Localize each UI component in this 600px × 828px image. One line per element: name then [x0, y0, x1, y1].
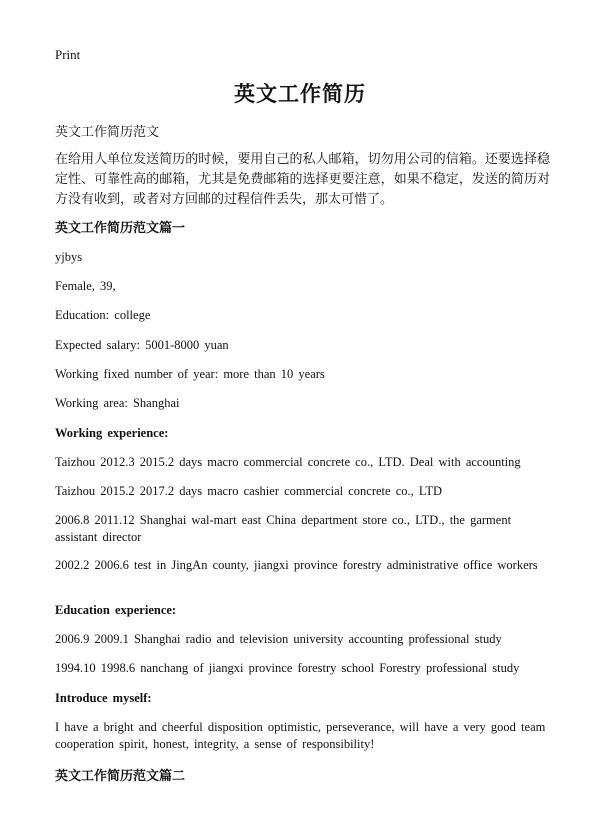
self-intro-heading: Introduce myself:: [55, 691, 152, 705]
section1-heading: 英文工作简历范文篇一: [55, 221, 186, 236]
edu-item: 2006.9 2009.1 Shanghai radio and television university accounting professional study: [55, 632, 502, 646]
work-heading: Working experience:: [55, 426, 169, 440]
resume-area: Working area: Shanghai: [55, 396, 180, 410]
edu-item: 1994.10 1998.6 nanchang of jiangxi province forestry school Forestry professional study: [55, 661, 520, 675]
print-link[interactable]: Print: [55, 47, 81, 62]
resume-education: Education: college: [55, 308, 151, 322]
resume-salary: Expected salary: 5001-8000 yuan: [55, 338, 229, 352]
self-intro-text: I have a bright and cheerful disposition optimistic, perseverance, will have a very good team cooperation spirit, honest, integrity, a sense of responsibility!: [55, 720, 546, 751]
work-item: Taizhou 2012.3 2015.2 days macro commercial concrete co., LTD. Deal with accounting: [55, 455, 521, 469]
work-item: Taizhou 2015.2 2017.2 days macro cashier commercial concrete co., LTD: [55, 484, 443, 498]
resume-gender-age: Female, 39,: [55, 279, 116, 293]
resume-name: yjbys: [55, 250, 83, 264]
page-title: 英文工作简历: [234, 82, 366, 106]
work-item: 2006.8 2011.12 Shanghai wal-mart east China department store co., LTD., the garment assistant director: [55, 513, 512, 544]
subtitle: 英文工作简历范文: [55, 125, 160, 140]
edu-heading: Education experience:: [55, 603, 177, 617]
intro-paragraph: 在给用人单位发送简历的时候，要用自己的私人邮箱，切勿用公司的信箱。还要选择稳定性、可靠性高的邮箱，尤其是免费邮箱的选择更要注意，如果不稳定，发送的简历对方没有收到，或者对方回邮的过程信件丢失，那太可惜了。: [55, 152, 550, 207]
resume-years: Working fixed number of year: more than 10 years: [55, 367, 325, 381]
section2-heading: 英文工作简历范文篇二: [55, 769, 186, 784]
work-item: 2002.2 2006.6 test in JingAn county, jiangxi province forestry administrative office workers: [55, 558, 538, 572]
